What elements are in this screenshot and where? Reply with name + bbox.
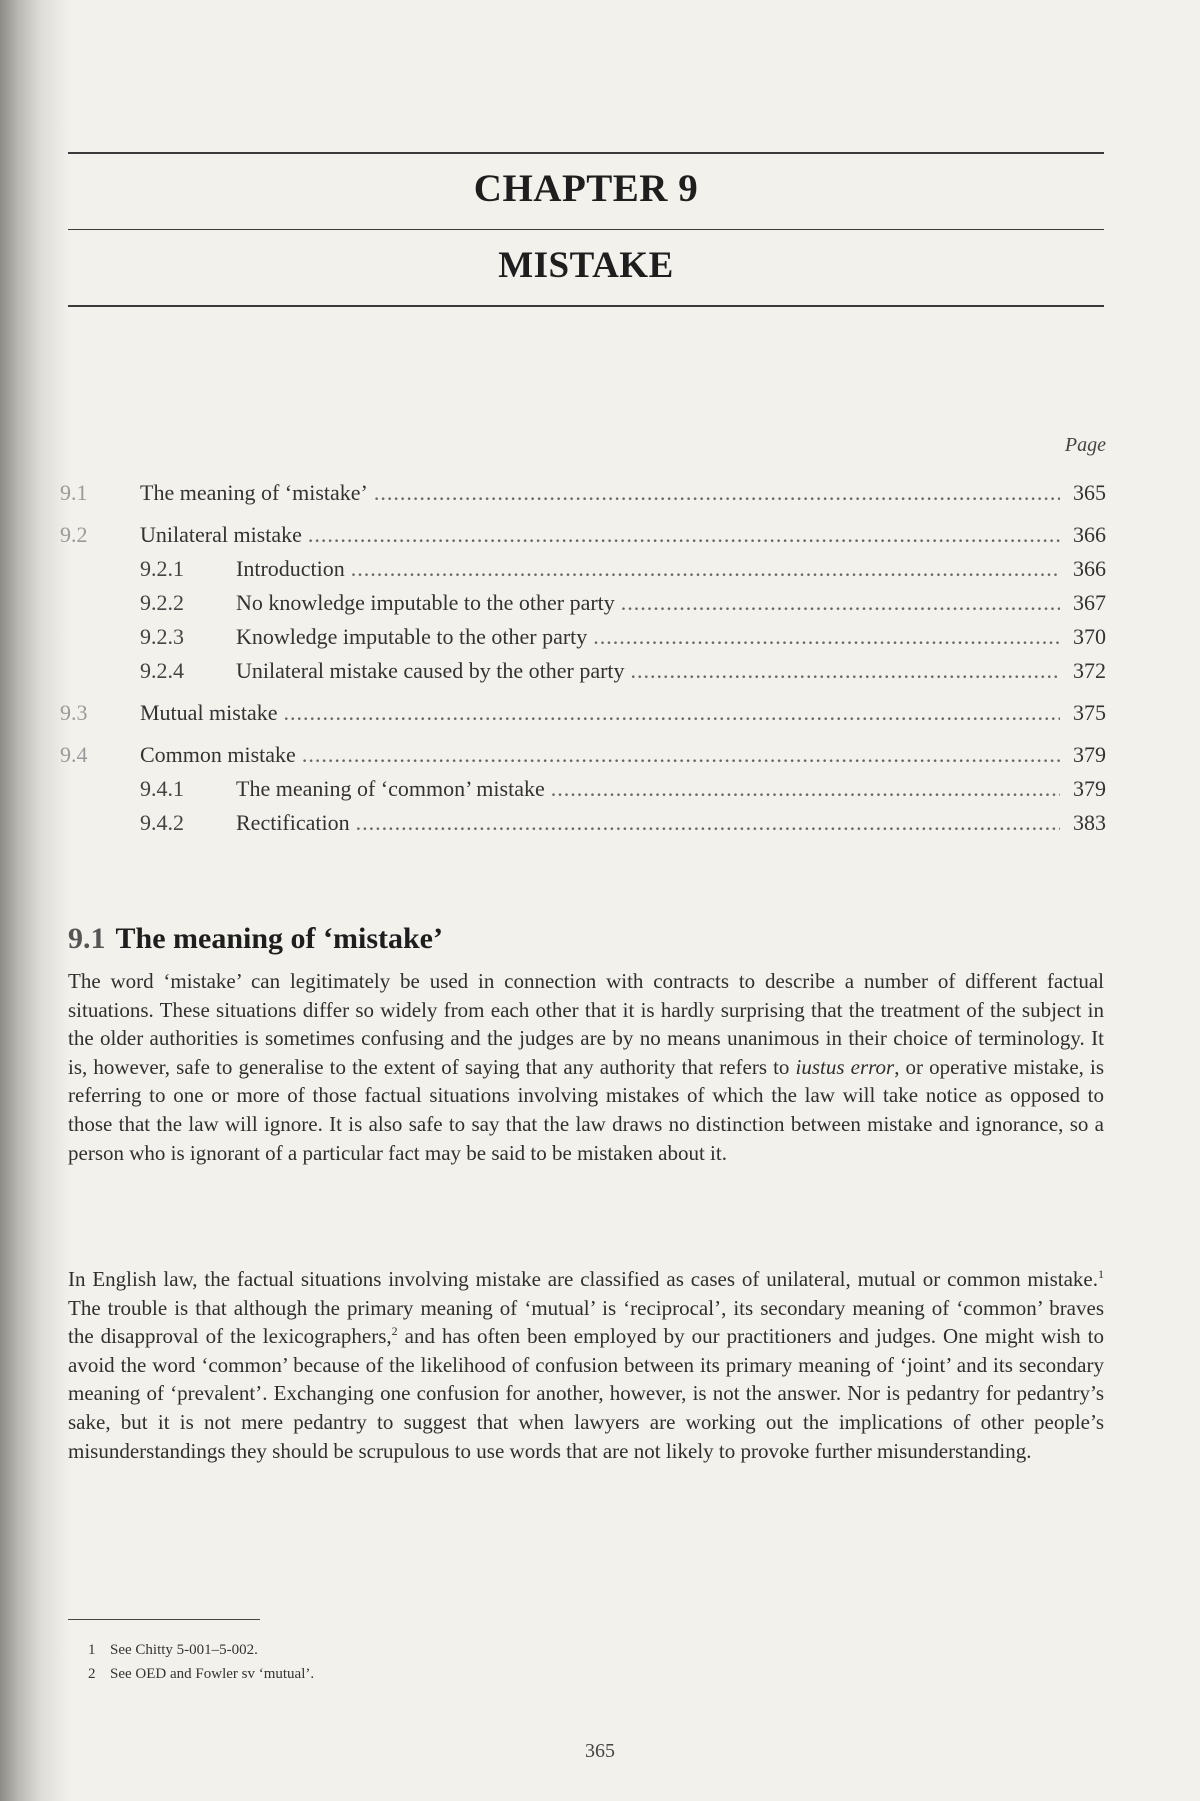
- toc-number: 9.2.3: [140, 624, 184, 649]
- toc-number: 9.2: [60, 522, 88, 547]
- toc-page: 379: [1073, 742, 1106, 767]
- toc-number: 9.3: [60, 700, 88, 725]
- toc-label: Common mistake: [140, 742, 296, 767]
- toc-leader-dots: [593, 624, 1060, 650]
- toc-subentry[interactable]: [60, 658, 1106, 692]
- toc-label: The meaning of ‘mistake’: [140, 480, 368, 505]
- footnote: [88, 1642, 258, 1659]
- toc-number: 9.2.1: [140, 556, 184, 581]
- toc-number: 9.1: [60, 480, 88, 505]
- toc-number: 9.2.2: [140, 590, 184, 615]
- toc-page-header: Page: [1064, 434, 1106, 456]
- toc-page: 372: [1073, 658, 1106, 683]
- toc-page: 383: [1073, 810, 1106, 835]
- toc-leader-dots: [308, 522, 1060, 548]
- toc-number: 9.4: [60, 742, 88, 767]
- toc-page: 375: [1073, 700, 1106, 725]
- top-rule: [68, 152, 1104, 154]
- section-number: 9.1: [68, 922, 106, 955]
- bottom-rule: [68, 305, 1104, 307]
- footnote-number: 2: [88, 1666, 96, 1682]
- toc-leader-dots: [351, 556, 1060, 582]
- footnote-text: See Chitty 5-001–5-002.: [110, 1642, 258, 1658]
- body-paragraph: In English law, the factual situations involving mistake are classified as cases of unilateral, mutual or common mistake.$^1$ The trouble is that although the primary meaning of ‘mutual’ is ‘reciprocal’, its secondary meaning of ‘common’ braves the disapproval of the lexicographers,$^2$ and has often been employed by our practitioners and judges. One might wish to avoid the word ‘common’ because of the likelihood of confusion between its primary meaning of ‘joint’ and its secondary meaning of ‘prevalent’. Exchanging one confusion for another, however, is not the answer. Nor is pedantry for pedantry’s sake, but it is not mere pedantry to suggest that when lawyers are working out the implications of other people’s misunderstandings they should be scrupulous to use words that are not likely to provoke further misunderstanding.: [68, 1267, 1105, 1463]
- toc-number: 9.4.2: [140, 810, 184, 835]
- toc-page: 370: [1073, 624, 1106, 649]
- toc-subentry[interactable]: [60, 776, 1106, 810]
- latin-term: iustus error: [795, 1054, 895, 1079]
- toc-number: 9.2.4: [140, 658, 184, 683]
- footnote-number: 1: [88, 1642, 96, 1658]
- toc-entry[interactable]: [60, 480, 1106, 514]
- section-title: The meaning of ‘mistake’: [115, 922, 443, 955]
- chapter-label: CHAPTER 9: [473, 167, 699, 210]
- toc-entry[interactable]: [60, 700, 1106, 734]
- toc-label: Introduction: [236, 556, 345, 581]
- toc-label: Knowledge imputable to the other party: [236, 624, 588, 649]
- toc-page: 365: [1073, 480, 1106, 505]
- toc-subentry[interactable]: [60, 590, 1106, 624]
- toc-number: 9.4.1: [140, 776, 184, 801]
- toc-label: Unilateral mistake: [140, 522, 302, 547]
- toc-page: 366: [1073, 522, 1106, 547]
- toc-entry[interactable]: [60, 742, 1106, 776]
- toc-leader-dots: [302, 742, 1060, 768]
- toc-page: 366: [1073, 556, 1106, 581]
- toc-leader-dots: [356, 810, 1060, 836]
- middle-rule: [68, 229, 1104, 230]
- toc-subentry[interactable]: [60, 624, 1106, 658]
- table-of-contents: [60, 434, 1106, 844]
- toc-leader-dots: [631, 658, 1060, 684]
- toc-subentry[interactable]: [60, 810, 1106, 844]
- toc-label: The meaning of ‘common’ mistake: [236, 776, 545, 801]
- toc-leader-dots: [374, 480, 1060, 506]
- toc-leader-dots: [283, 700, 1060, 726]
- toc-page: 367: [1073, 590, 1106, 615]
- section-heading: [68, 922, 443, 956]
- footnote-reference[interactable]: 1: [1098, 1267, 1104, 1281]
- toc-entry[interactable]: [60, 522, 1106, 556]
- footnote-reference[interactable]: 2: [391, 1324, 398, 1339]
- footnote: [88, 1666, 314, 1683]
- footnote-rule: [68, 1619, 260, 1620]
- body-paragraph: The word ‘mistake’ can legitimately be used in connection with contracts to describe a number of different factual situations. These situations differ so widely from each other that it is hardly surprising that the treatment of the subject in the older authorities is sometimes confusing and the judges are by no means unanimous in their choice of terminology. It is, however, safe to generalise to the extent of saying that any authority that refers to iustus error, or operative mistake, is referring to one or more of those factual situations involving mistakes of which the law will take notice as opposed to those that the law will ignore. It is also safe to say that the law draws no distinction between mistake and ignorance, so a person who is ignorant of a particular fact may be said to be mistaken about it.: [68, 969, 1105, 1165]
- footnote-text: See OED and Fowler sv ‘mutual’.: [110, 1666, 315, 1682]
- toc-label: Unilateral mistake caused by the other party: [236, 658, 625, 683]
- chapter-title: MISTAKE: [498, 245, 674, 286]
- toc-page: 379: [1073, 776, 1106, 801]
- toc-label: No knowledge imputable to the other party: [236, 590, 615, 615]
- page-number: 365: [585, 1740, 615, 1762]
- toc-leader-dots: [621, 590, 1060, 616]
- toc-label: Rectification: [236, 810, 350, 835]
- toc-label: Mutual mistake: [140, 700, 278, 725]
- toc-subentry[interactable]: [60, 556, 1106, 590]
- toc-leader-dots: [551, 776, 1060, 802]
